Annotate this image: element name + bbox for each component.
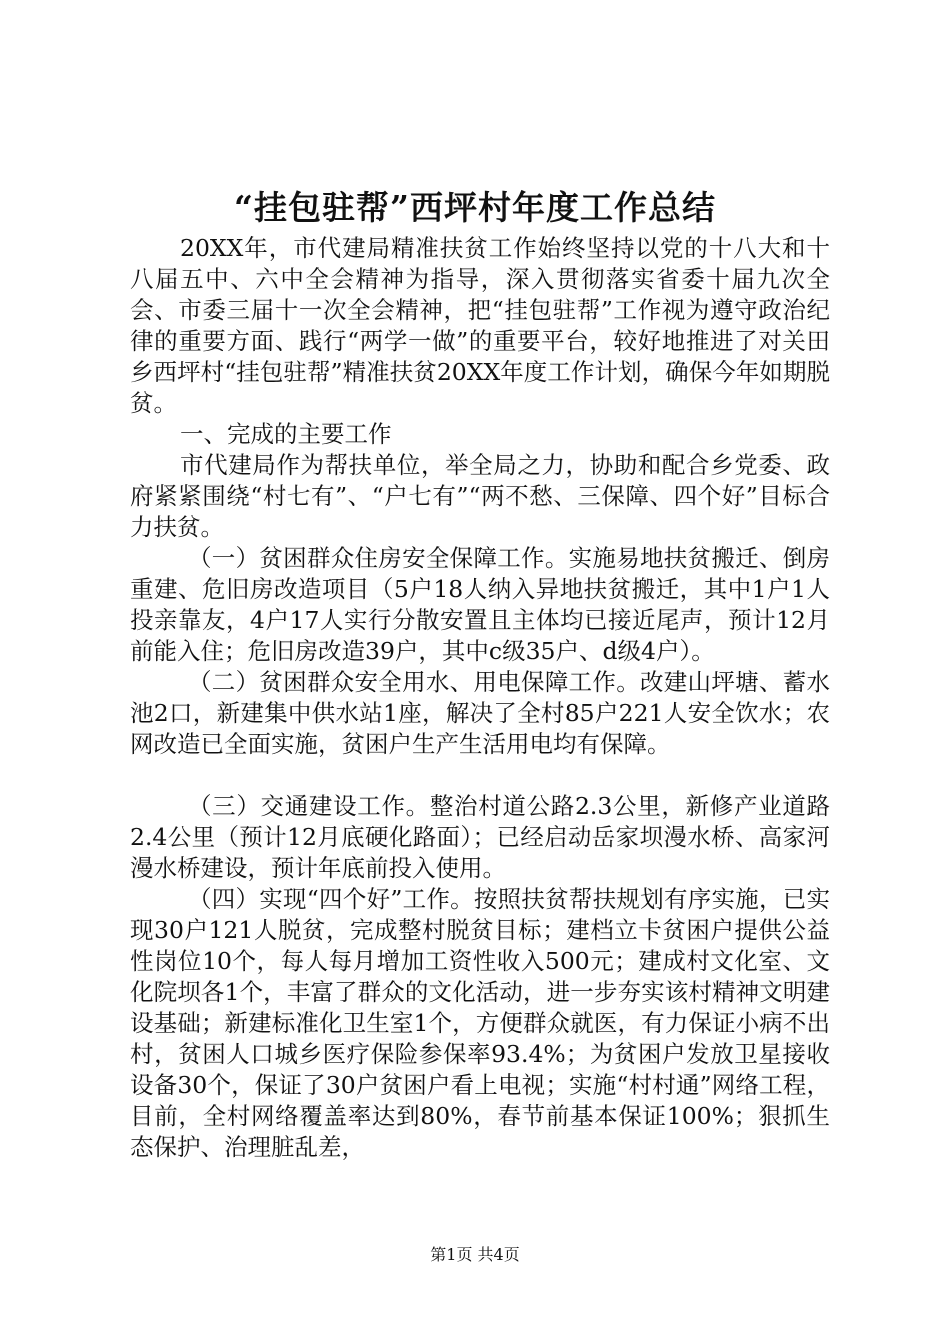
page-footer: 第1页 共4页 <box>430 1245 520 1264</box>
body-paragraph: （二）贫困群众安全用水、用电保障工作。改建山坪塘、蓄水池2口，新建集中供水站1座，解决了全村85户221人安全饮水；农网改造已全面实施，贫困户生产生活用电均有保障。 <box>130 668 830 758</box>
document-body <box>130 233 830 1163</box>
body-paragraph: （三）交通建设工作。整治村道公路2.3公里，新修产业道路2.4公里（预计12月底硬化路面）；已经启动岳家坝漫水桥、高家河漫水桥建设，预计年底前投入使用。 <box>130 792 830 882</box>
body-paragraph: （四）实现“四个好”工作。按照扶贫帮扶规划有序实施，已实现30户121人脱贫，完成整村脱贫目标；建档立卡贫困户提供公益性岗位10个，每人每月增加工资性收入500元；建成村文化室、文化院坝各1个，丰富了群众的文化活动，进一步夯实该村精神文明建设基础；新建标准化卫生室1个，方便群众就医，有力保证小病不出村，贫困人口城乡医疗保险参保率93.4%；为贫困户发放卫星接收设备30个，保证了30户贫困户看上电视；实施“村村通”网络工程，目前，全村网络覆盖率达到80%，春节前基本保证100%；狠抓生态保护、治理脏乱差， <box>130 885 830 1161</box>
document-title: “挂包驻帮”西坪村年度工作总结 <box>234 188 716 227</box>
body-paragraph: 市代建局作为帮扶单位，举全局之力，协助和配合乡党委、政府紧紧围绕“村七有”、“户七有”“两不愁、三保障、四个好”目标合力扶贫。 <box>130 451 830 541</box>
body-paragraph: （一）贫困群众住房安全保障工作。实施易地扶贫搬迁、倒房重建、危旧房改造项目（5户18人纳入异地扶贫搬迁，其中1户1人投亲靠友，4户17人实行分散安置且主体均已接近尾声，预计12月前能入住；危旧房改造39户，其中c级35户、d级4户）。 <box>130 544 830 665</box>
intro-paragraph: 20XX年，市代建局精准扶贫工作始终坚持以党的十八大和十八届五中、六中全会精神为指导，深入贯彻落实省委十届九次全会、市委三届十一次全会精神，把“挂包驻帮”工作视为遵守政治纪律的重要方面、践行“两学一做”的重要平台，较好地推进了对关田乡西坪村“挂包驻帮”精准扶贫20XX年度工作计划，确保今年如期脱贫。 <box>130 234 830 417</box>
section-heading: 一、完成的主要工作 <box>180 420 392 448</box>
paragraph-gap <box>130 760 830 791</box>
